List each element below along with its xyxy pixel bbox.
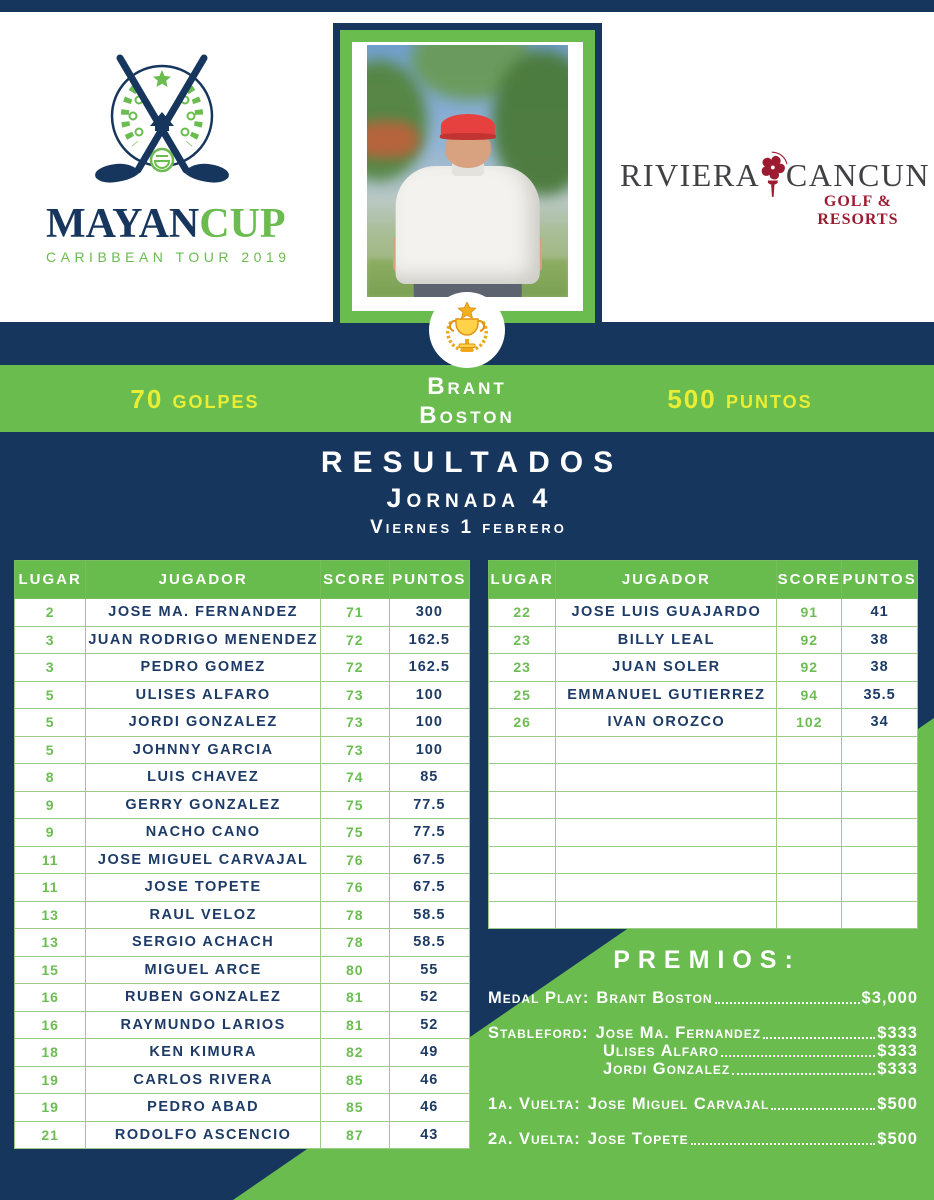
- column-header-score: SCORE: [777, 561, 842, 599]
- puntos-cell: 52: [389, 1011, 469, 1039]
- jugador-cell: BILLY LEAL: [556, 626, 777, 654]
- table-row: [489, 599, 918, 627]
- cancun-word: CANCUN: [785, 157, 930, 193]
- jugador-cell: PEDRO GOMEZ: [86, 654, 321, 682]
- golf-tee-icon: [768, 181, 778, 197]
- riviera-cancun-logo: [620, 130, 930, 229]
- table-row: [15, 654, 470, 682]
- table-row-empty: [489, 846, 918, 874]
- prize-item: [488, 1025, 918, 1042]
- lugar-cell: 5: [15, 709, 86, 737]
- score-cell: 91: [777, 599, 842, 627]
- jugador-cell-empty: [556, 901, 777, 929]
- star-icon: [153, 70, 171, 87]
- photo-roof: [367, 121, 419, 159]
- prize-category-label: 1a. Vuelta:: [488, 1095, 581, 1113]
- lugar-cell: 9: [15, 819, 86, 847]
- puntos-cell-empty: [842, 846, 918, 874]
- prize-winner-name: Jordi Gonzalez: [603, 1060, 731, 1078]
- lugar-cell: 2: [15, 599, 86, 627]
- prize-item: [488, 1096, 918, 1113]
- lugar-cell: 15: [15, 956, 86, 984]
- table-row: [489, 654, 918, 682]
- champion-photo-frame: [333, 23, 602, 330]
- prize-amount: $333: [877, 1024, 918, 1042]
- prizes-list: [488, 990, 918, 1148]
- table-row-empty: [489, 874, 918, 902]
- jugador-cell: RUBEN GONZALEZ: [86, 984, 321, 1012]
- jugador-cell-empty: [556, 764, 777, 792]
- score-cell: 81: [320, 984, 389, 1012]
- puntos-cell: 100: [389, 709, 469, 737]
- score-cell-empty: [777, 819, 842, 847]
- puntos-cell: 43: [389, 1121, 469, 1149]
- prize-winner-name: Jose Ma. Fernandez: [595, 1024, 762, 1042]
- lugar-cell: 11: [15, 874, 86, 902]
- score-cell: 76: [320, 874, 389, 902]
- prizes-title: PREMIOS:: [613, 946, 801, 974]
- trophy-badge: [429, 292, 505, 368]
- score-cell: 78: [320, 901, 389, 929]
- top-border-bar: [0, 0, 934, 12]
- champion-first-name: Brant: [427, 373, 507, 400]
- column-header-lugar: LUGAR: [489, 561, 556, 599]
- table-row: [15, 929, 470, 957]
- table-row-empty: [489, 791, 918, 819]
- jugador-cell: CARLOS RIVERA: [86, 1066, 321, 1094]
- puntos-cell: 46: [389, 1066, 469, 1094]
- dot-leader: [721, 1055, 875, 1057]
- jugador-cell: SERGIO ACHACH: [86, 929, 321, 957]
- results-round: Jornada 4: [386, 483, 553, 513]
- table-row-empty: [489, 764, 918, 792]
- prize-winner-name: Ulises Alfaro: [603, 1042, 720, 1060]
- table-row: [15, 1066, 470, 1094]
- dot-leader: [732, 1073, 875, 1075]
- jugador-cell-empty: [556, 846, 777, 874]
- jugador-cell: EMMANUEL GUTIERREZ: [556, 681, 777, 709]
- puntos-cell: 67.5: [389, 874, 469, 902]
- dot-leader: [763, 1037, 875, 1039]
- lugar-cell-empty: [489, 764, 556, 792]
- jugador-cell: IVAN OROZCO: [556, 709, 777, 737]
- score-cell-empty: [777, 764, 842, 792]
- puntos-cell: 52: [389, 984, 469, 1012]
- table-row: [15, 1039, 470, 1067]
- table-row: [15, 1121, 470, 1149]
- jugador-cell: JOSE LUIS GUAJARDO: [556, 599, 777, 627]
- jugador-cell: PEDRO ABAD: [86, 1094, 321, 1122]
- table-row: [489, 709, 918, 737]
- puntos-cell: 77.5: [389, 791, 469, 819]
- puntos-cell-empty: [842, 901, 918, 929]
- puntos-cell-empty: [842, 764, 918, 792]
- puntos-cell: 67.5: [389, 846, 469, 874]
- prize-item: [488, 1131, 918, 1148]
- lugar-cell: 11: [15, 846, 86, 874]
- results-section: [0, 432, 934, 1200]
- score-cell-empty: [777, 791, 842, 819]
- jugador-cell-empty: [556, 736, 777, 764]
- prize-category-label: Medal Play:: [488, 989, 590, 1007]
- table-row: [15, 599, 470, 627]
- table-row: [489, 681, 918, 709]
- prize-winner-name: Brant Boston: [596, 989, 713, 1007]
- champion-band: [0, 365, 934, 432]
- dot-leader: [771, 1108, 875, 1110]
- prize-amount: $333: [877, 1060, 918, 1078]
- jugador-cell: RODOLFO ASCENCIO: [86, 1121, 321, 1149]
- score-cell: 85: [320, 1066, 389, 1094]
- jugador-cell: KEN KIMURA: [86, 1039, 321, 1067]
- lugar-cell: 13: [15, 929, 86, 957]
- puntos-cell: 162.5: [389, 626, 469, 654]
- lugar-cell: 22: [489, 599, 556, 627]
- puntos-cell: 55: [389, 956, 469, 984]
- puntos-cell: 38: [842, 654, 918, 682]
- pinwheel-flower-icon: [757, 130, 789, 218]
- puntos-cell: 46: [389, 1094, 469, 1122]
- score-cell: 92: [777, 654, 842, 682]
- puntos-cell-empty: [842, 736, 918, 764]
- prize-winner-name: Jose Topete: [587, 1130, 689, 1148]
- mayan-cup-wordmark: [46, 201, 286, 247]
- lugar-cell: 8: [15, 764, 86, 792]
- score-cell: 73: [320, 681, 389, 709]
- trophy-icon: [441, 302, 493, 358]
- photo-green-border: [340, 30, 595, 323]
- results-date: Viernes 1 febrero: [370, 517, 567, 538]
- table-row: [15, 736, 470, 764]
- mayan-cup-logo: [46, 50, 291, 265]
- jugador-cell: JUAN SOLER: [556, 654, 777, 682]
- puntos-cell: 100: [389, 736, 469, 764]
- prize-category-label: Stableford:: [488, 1024, 589, 1042]
- puntos-cell: 49: [389, 1039, 469, 1067]
- lugar-cell: 23: [489, 654, 556, 682]
- jugador-cell: JOHNNY GARCIA: [86, 736, 321, 764]
- puntos-cell-empty: [842, 819, 918, 847]
- jugador-cell: JOSE MIGUEL CARVAJAL: [86, 846, 321, 874]
- puntos-cell: 85: [389, 764, 469, 792]
- lugar-cell-empty: [489, 874, 556, 902]
- score-cell: 75: [320, 819, 389, 847]
- photo-player-polo: [395, 166, 540, 284]
- champion-photo: [367, 45, 568, 297]
- jugador-cell-empty: [556, 791, 777, 819]
- score-cell: 72: [320, 626, 389, 654]
- jugador-cell-empty: [556, 819, 777, 847]
- prize-item: [488, 990, 918, 1007]
- score-cell: 72: [320, 654, 389, 682]
- score-cell: 78: [320, 929, 389, 957]
- jugador-cell-empty: [556, 874, 777, 902]
- dot-leader: [691, 1143, 876, 1145]
- lugar-cell: 19: [15, 1094, 86, 1122]
- table-header-row: [489, 561, 918, 599]
- lugar-cell: 5: [15, 736, 86, 764]
- prize-category-label: 2a. Vuelta:: [488, 1130, 581, 1148]
- column-header-lugar: LUGAR: [15, 561, 86, 599]
- results-header: [0, 446, 934, 539]
- cup-word: CUP: [199, 201, 286, 247]
- jugador-cell: RAYMUNDO LARIOS: [86, 1011, 321, 1039]
- score-cell: 92: [777, 626, 842, 654]
- jugador-cell: MIGUEL ARCE: [86, 956, 321, 984]
- puntos-cell: 58.5: [389, 901, 469, 929]
- table-row: [15, 626, 470, 654]
- lugar-cell: 21: [15, 1121, 86, 1149]
- prize-amount: $500: [877, 1130, 918, 1148]
- score-cell: 75: [320, 791, 389, 819]
- score-cell-empty: [777, 874, 842, 902]
- score-cell: 82: [320, 1039, 389, 1067]
- score-cell-empty: [777, 736, 842, 764]
- lugar-cell: 13: [15, 901, 86, 929]
- strokes-stat: 70 golpes: [130, 384, 260, 414]
- results-table-left: [14, 560, 470, 1149]
- score-cell-empty: [777, 846, 842, 874]
- score-cell: 94: [777, 681, 842, 709]
- table-row-empty: [489, 736, 918, 764]
- table-row-empty: [489, 819, 918, 847]
- points-stat: 500 puntos: [667, 384, 813, 414]
- riviera-word: RIVIERA: [620, 157, 761, 193]
- table-row: [15, 791, 470, 819]
- prizes-section: [488, 946, 918, 1148]
- riviera-tagline: GOLF & RESORTS: [817, 193, 899, 228]
- lugar-cell: 26: [489, 709, 556, 737]
- prize-item: [603, 1043, 918, 1060]
- lugar-cell: 23: [489, 626, 556, 654]
- score-cell: 73: [320, 736, 389, 764]
- dot-leader: [715, 1002, 860, 1004]
- score-cell-empty: [777, 901, 842, 929]
- lugar-cell-empty: [489, 846, 556, 874]
- lugar-cell: 5: [15, 681, 86, 709]
- column-header-puntos: PUNTOS: [389, 561, 469, 599]
- score-cell: 74: [320, 764, 389, 792]
- column-header-jugador: JUGADOR: [556, 561, 777, 599]
- score-cell: 73: [320, 709, 389, 737]
- column-header-puntos: PUNTOS: [842, 561, 918, 599]
- lugar-cell-empty: [489, 736, 556, 764]
- score-cell: 85: [320, 1094, 389, 1122]
- table-row: [15, 819, 470, 847]
- puntos-cell: 300: [389, 599, 469, 627]
- table-header-row: [15, 561, 470, 599]
- puntos-cell-empty: [842, 791, 918, 819]
- score-cell: 76: [320, 846, 389, 874]
- puntos-cell: 35.5: [842, 681, 918, 709]
- lugar-cell: 16: [15, 984, 86, 1012]
- table-row: [15, 764, 470, 792]
- prize-amount: $333: [877, 1042, 918, 1060]
- column-header-jugador: JUGADOR: [86, 561, 321, 599]
- prize-winner-name: Jose Miguel Carvajal: [587, 1095, 770, 1113]
- mayan-cup-emblem-icon: [82, 50, 242, 202]
- lugar-cell: 16: [15, 1011, 86, 1039]
- table-row: [15, 1094, 470, 1122]
- results-table-right: [488, 560, 918, 929]
- lugar-cell: 3: [15, 626, 86, 654]
- table-row: [15, 846, 470, 874]
- table-row: [15, 956, 470, 984]
- prize-amount: $500: [877, 1095, 918, 1113]
- puntos-cell: 77.5: [389, 819, 469, 847]
- lugar-cell-empty: [489, 791, 556, 819]
- table-row: [15, 709, 470, 737]
- score-cell: 87: [320, 1121, 389, 1149]
- puntos-cell: 100: [389, 681, 469, 709]
- lugar-cell: 25: [489, 681, 556, 709]
- score-cell: 80: [320, 956, 389, 984]
- prize-amount: $3,000: [861, 989, 918, 1007]
- lugar-cell: 18: [15, 1039, 86, 1067]
- table-row: [15, 681, 470, 709]
- prize-item: [603, 1061, 918, 1078]
- jugador-cell: JORDI GONZALEZ: [86, 709, 321, 737]
- score-cell: 102: [777, 709, 842, 737]
- table-row: [15, 1011, 470, 1039]
- champion-last-name: Boston: [419, 402, 515, 429]
- results-title: RESULTADOS: [320, 446, 624, 479]
- puntos-cell-empty: [842, 874, 918, 902]
- photo-cap-brim: [439, 133, 495, 139]
- jugador-cell: LUIS CHAVEZ: [86, 764, 321, 792]
- jugador-cell: GERRY GONZALEZ: [86, 791, 321, 819]
- lugar-cell-empty: [489, 901, 556, 929]
- mayan-cup-subtitle: CARIBBEAN TOUR 2019: [46, 249, 291, 265]
- puntos-cell: 38: [842, 626, 918, 654]
- jugador-cell: ULISES ALFARO: [86, 681, 321, 709]
- lugar-cell: 3: [15, 654, 86, 682]
- champion-name: [367, 372, 567, 430]
- jugador-cell: NACHO CANO: [86, 819, 321, 847]
- score-cell: 81: [320, 1011, 389, 1039]
- lugar-cell: 9: [15, 791, 86, 819]
- table-row-empty: [489, 901, 918, 929]
- jugador-cell: JOSE MA. FERNANDEZ: [86, 599, 321, 627]
- mayan-word: MAYAN: [46, 201, 200, 247]
- table-row: [15, 874, 470, 902]
- puntos-cell: 41: [842, 599, 918, 627]
- column-header-score: SCORE: [320, 561, 389, 599]
- jugador-cell: RAUL VELOZ: [86, 901, 321, 929]
- lugar-cell: 19: [15, 1066, 86, 1094]
- table-row: [15, 901, 470, 929]
- jugador-cell: JOSE TOPETE: [86, 874, 321, 902]
- puntos-cell: 162.5: [389, 654, 469, 682]
- jugador-cell: JUAN RODRIGO MENENDEZ: [86, 626, 321, 654]
- puntos-cell: 34: [842, 709, 918, 737]
- lugar-cell-empty: [489, 819, 556, 847]
- puntos-cell: 58.5: [389, 929, 469, 957]
- score-cell: 71: [320, 599, 389, 627]
- table-row: [15, 984, 470, 1012]
- table-row: [489, 626, 918, 654]
